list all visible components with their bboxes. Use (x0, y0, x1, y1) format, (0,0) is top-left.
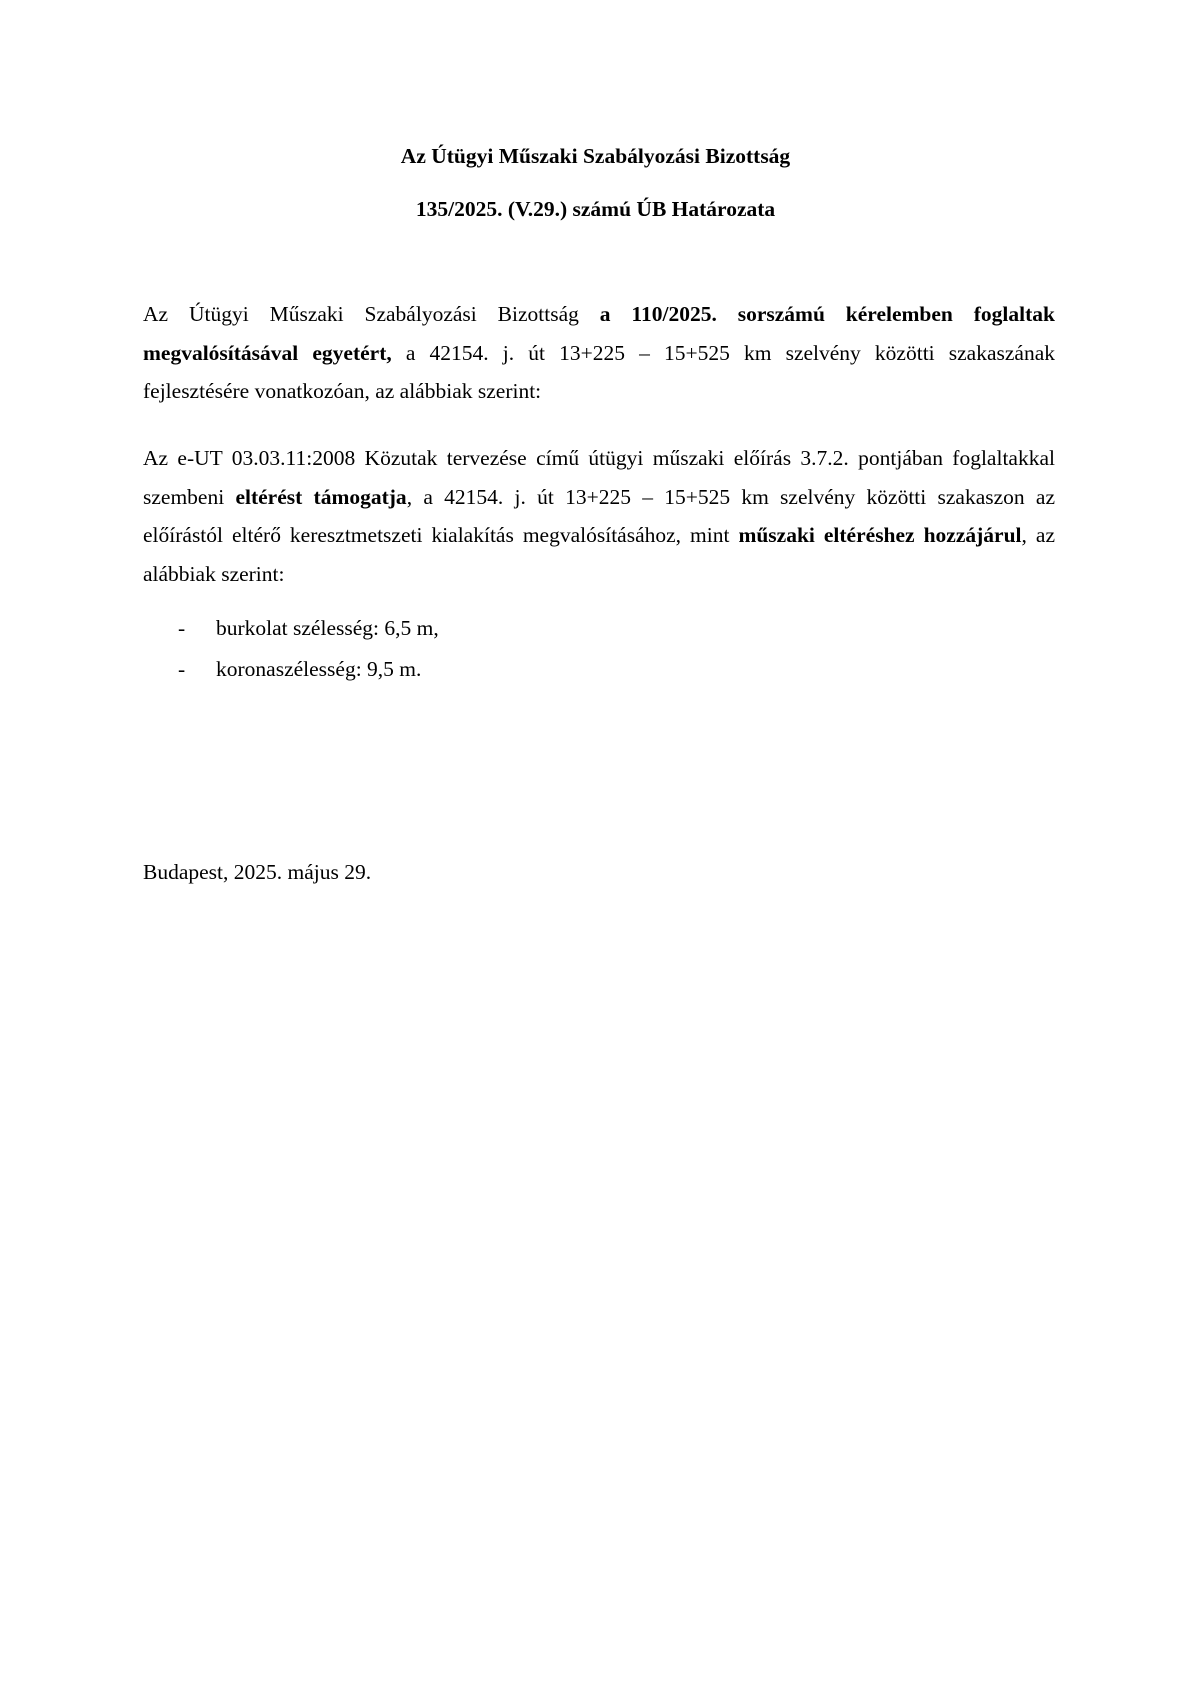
list-item-text: koronaszélesség: 9,5 m. (216, 657, 422, 681)
paragraph-deviation-bold-1: eltérést támogatja (235, 484, 407, 509)
document-title-resolution: 135/2025. (V.29.) számú ÚB Határozata (415, 197, 776, 221)
specification-list (178, 608, 1055, 690)
paragraph-decision (143, 295, 1055, 411)
list-item-dash: - (178, 616, 186, 640)
document-title-committee: Az Útügyi Műszaki Szabályozási Bizottság (400, 144, 791, 168)
paragraph-decision-text-2: a 42154. j. út 13+225 – 15+525 km szelvény közötti szakaszának fejlesztésére vonatkozóan, az alábbiak szerint: (143, 340, 1055, 403)
list-item (178, 608, 1055, 649)
paragraph-deviation-text-1: Az e-UT 03.03.11:2008 Közutak tervezése című útügyi műszaki előírás 3.7.2. pontjában foglaltakkal szembeni (143, 446, 1055, 509)
list-item (178, 649, 1055, 690)
paragraph-deviation-text-2: , a 42154. j. út 13+225 – 15+525 km szelvény közötti szakaszon az előírástól eltérő keresztmetszeti kialakítás megvalósításához, mint (143, 484, 1055, 547)
list-item-text: burkolat szélesség: 6,5 m, (216, 616, 439, 640)
paragraph-decision-text-1: Az Útügyi Műszaki Szabályozási Bizottság (143, 302, 600, 326)
paragraph-deviation (143, 439, 1055, 593)
paragraph-decision-bold-1: a 110/2025. sorszámú kérelemben foglaltak megvalósításával egyetért, (143, 302, 1055, 365)
place-and-date: Budapest, 2025. május 29. (143, 860, 372, 884)
list-item-dash: - (178, 657, 186, 681)
paragraph-deviation-bold-2: műszaki eltéréshez hozzájárul (738, 523, 1022, 547)
paragraph-deviation-text-3: , az alábbiak szerint: (143, 523, 1055, 586)
